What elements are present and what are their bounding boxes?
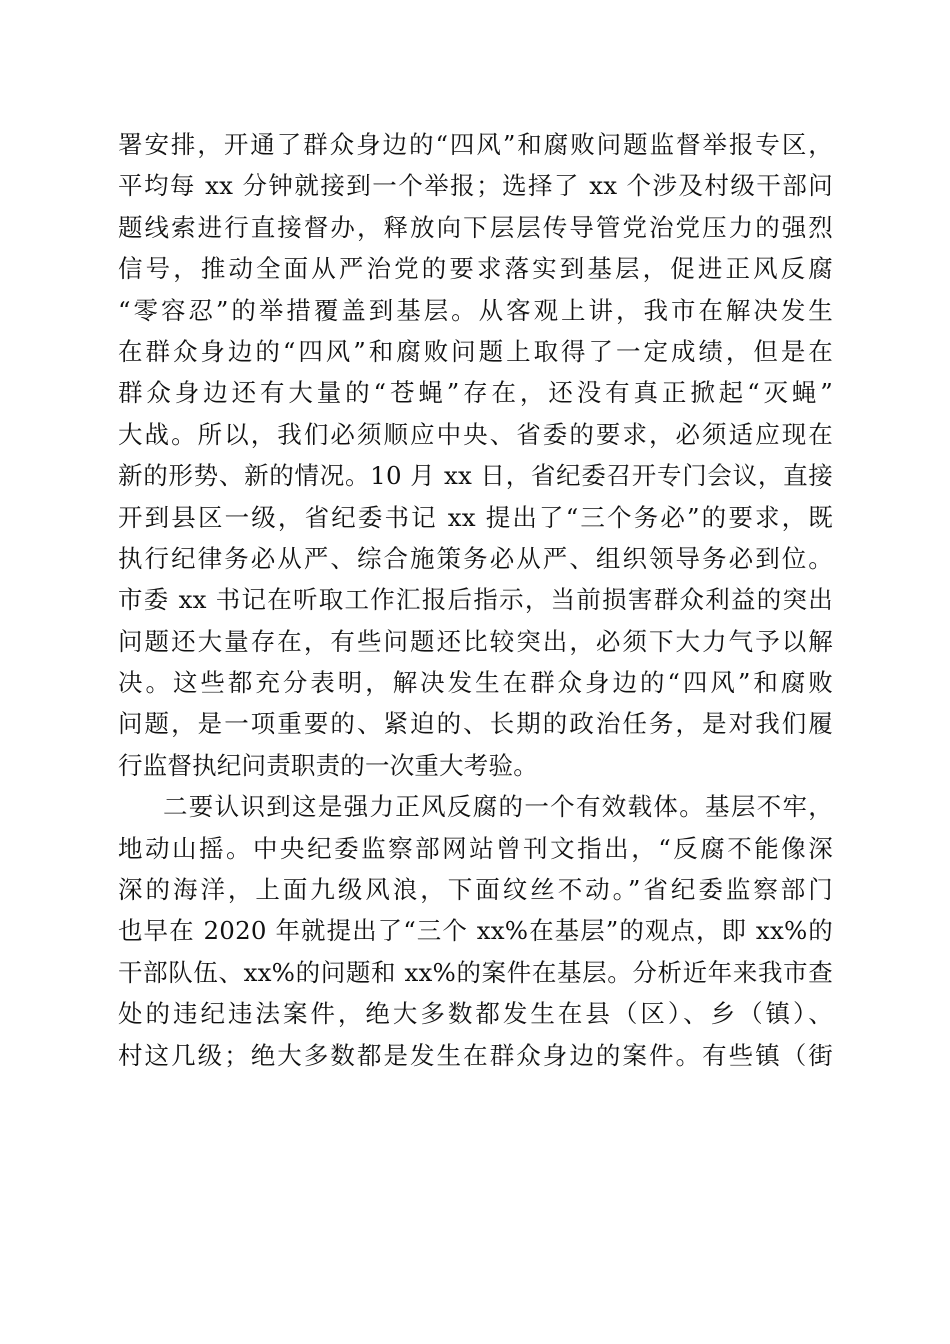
document-body — [118, 124, 833, 1076]
text-line: 二要认识到这是强力正风反腐的一个有效载体。基层不牢， — [163, 792, 833, 822]
text-line: 深的海洋，上面九级风浪，下面纹丝不动。”省纪委监察部门 — [118, 875, 833, 905]
text-line: 干部队伍、xx%的问题和 xx%的案件在基层。分析近年来我市查 — [118, 957, 833, 987]
text-line: 群众身边还有大量的“苍蝇”存在，还没有真正掀起“灭蝇” — [118, 378, 833, 408]
text-line: 信号，推动全面从严治党的要求落实到基层，促进正风反腐 — [118, 254, 833, 284]
text-line: 问题还大量存在，有些问题还比较突出，必须下大力气予以解 — [118, 626, 833, 656]
text-line: 行监督执纪问责职责的一次重大考验。 — [118, 750, 538, 780]
paragraph — [118, 786, 833, 1076]
text-line: 在群众身边的“四风”和腐败问题上取得了一定成绩，但是在 — [118, 336, 833, 366]
text-line: 地动山摇。中央纪委监察部网站曾刊文指出，“反腐不能像深 — [118, 833, 833, 863]
text-line: 新的形势、新的情况。10 月 xx 日，省纪委召开专门会议，直接 — [118, 461, 833, 491]
text-line: 市委 xx 书记在听取工作汇报后指示，当前损害群众利益的突出 — [118, 585, 833, 615]
text-line: 也早在 2020 年就提出了“三个 xx%在基层”的观点，即 xx%的 — [118, 916, 833, 946]
text-line: 开到县区一级，省纪委书记 xx 提出了“三个务必”的要求，既 — [118, 502, 833, 532]
text-line: 大战。所以，我们必须顺应中央、省委的要求，必须适应现在 — [118, 419, 833, 449]
text-line: 执行纪律务必从严、综合施策务必从严、组织领导务必到位。 — [118, 543, 833, 573]
text-line: 处的违纪违法案件，绝大多数都发生在县（区）、乡（镇）、 — [118, 999, 833, 1029]
text-line: 题线索进行直接督办，释放向下层层传导管党治党压力的强烈 — [118, 212, 833, 242]
text-line: 问题，是一项重要的、紧迫的、长期的政治任务，是对我们履 — [118, 709, 833, 739]
text-line: 平均每 xx 分钟就接到一个举报；选择了 xx 个涉及村级干部问 — [118, 171, 833, 201]
paragraph — [118, 124, 833, 786]
text-line: 署安排，开通了群众身边的“四风”和腐败问题监督举报专区， — [118, 130, 833, 159]
text-line: 决。这些都充分表明，解决发生在群众身边的“四风”和腐败 — [118, 668, 833, 698]
text-line: 村这几级；绝大多数都是发生在群众身边的案件。有些镇（街 — [118, 1040, 833, 1070]
text-line: “零容忍”的举措覆盖到基层。从客观上讲，我市在解决发生 — [118, 295, 833, 325]
